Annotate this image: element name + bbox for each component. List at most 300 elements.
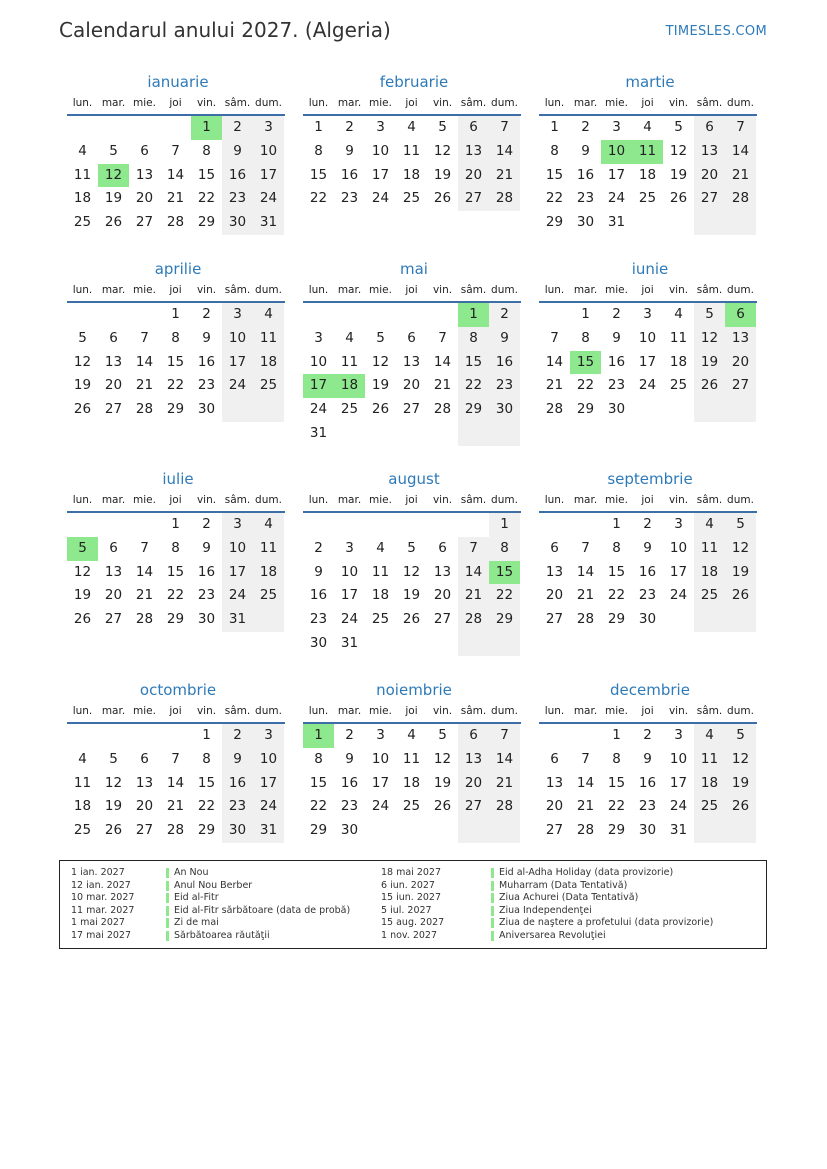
day-cell: 24 [222,584,253,608]
day-cell: 10 [222,537,253,561]
day-cell: 27 [458,795,489,819]
legend-item [381,930,761,943]
month-name: aprilie [154,260,202,278]
day-cell: 8 [171,539,180,556]
holiday-marker [491,893,494,903]
day-cell: 16 [340,166,359,183]
day-cell: 12 [73,353,92,370]
day-cell: 31 [222,608,253,632]
month-name: noiembrie [376,681,452,699]
day-cell: 14 [433,353,452,370]
day-cell: 23 [197,587,216,604]
day-cell: 31 [669,822,688,839]
day-cell: 28 [545,401,564,418]
day-cell: 4 [407,119,416,135]
empty-cell [570,513,601,537]
empty-cell [458,513,489,537]
day-cell: 2 [643,727,652,743]
day-cell: 19 [433,166,452,183]
empty-cell [98,116,129,140]
day-cell: 30 [638,822,657,839]
day-cell: 21 [489,772,520,796]
day-cell: 30 [197,401,216,418]
day-cell: 7 [550,329,559,346]
month-name: februarie [379,73,449,91]
holiday-date: 17 mai 2027 [71,929,132,941]
weekday-label: lun. [308,705,329,717]
day-cell: 16 [340,774,359,791]
weekday-label: sâm. [696,284,723,296]
day-cell: 24 [371,190,390,207]
day-cell: 26 [371,401,390,418]
day-cell: 8 [612,750,621,767]
day-cell: 30 [340,822,359,839]
day-cell: 31 [340,634,359,651]
weekday-label: vin. [668,97,689,109]
day-cell: 28 [576,611,595,628]
day-cell: 22 [197,190,216,207]
days-grid [67,513,289,632]
weekday-header [67,94,289,113]
day-cell: 10 [669,539,688,556]
holiday-name: Sărbătoarea răutăţii [174,929,270,941]
day-cell: 1 [581,306,590,322]
day-cell: 9 [581,142,590,159]
empty-cell [334,303,365,327]
day-cell: 3 [674,516,683,532]
weekday-label: vin. [668,705,689,717]
weekday-label: joi [641,97,654,109]
day-cell: 6 [550,539,559,556]
day-cell: 13 [458,748,489,772]
day-cell: 18 [334,374,365,398]
weekday-header [303,281,525,300]
weekday-label: mar. [573,284,598,296]
day-cell: 29 [166,401,185,418]
day-cell: 26 [669,190,688,207]
day-cell: 13 [135,774,154,791]
weekday-label: sâm. [460,284,487,296]
day-cell: 15 [197,774,216,791]
empty-cell [663,211,694,235]
day-cell: 26 [104,214,123,231]
weekday-label: vin. [196,97,217,109]
weekday-label: dum. [727,494,754,506]
day-cell: 15 [458,351,489,375]
day-cell: 7 [140,539,149,556]
day-cell: 1 [314,119,323,135]
day-cell: 28 [166,822,185,839]
day-cell: 23 [309,611,328,628]
day-cell: 16 [309,587,328,604]
day-cell: 12 [725,537,756,561]
empty-cell [396,632,427,656]
day-cell: 21 [489,164,520,188]
day-cell: 25 [669,377,688,394]
legend-item [381,917,761,930]
brand-link[interactable]: TIMESLES.COM [665,24,767,39]
holiday-marker [166,893,169,903]
holiday-marker [166,868,169,878]
day-cell: 29 [607,822,626,839]
day-cell: 13 [725,327,756,351]
holiday-marker [166,918,169,928]
empty-cell [67,116,98,140]
holiday-marker [491,918,494,928]
empty-cell [98,724,129,748]
day-cell: 29 [607,611,626,628]
empty-cell [396,422,427,446]
empty-cell [365,632,396,656]
legend-item [71,905,371,918]
day-cell: 9 [489,327,520,351]
legend-item [381,867,761,880]
empty-cell [539,724,570,748]
day-cell: 20 [545,798,564,815]
holiday-marker [166,931,169,941]
day-cell: 26 [402,611,421,628]
day-cell: 6 [438,539,447,556]
day-cell: 9 [612,329,621,346]
day-cell: 18 [402,774,421,791]
day-cell: 3 [222,303,253,327]
day-cell: 21 [433,377,452,394]
holiday-name: Ziua Achurei (Data Tentativă) [499,892,639,904]
empty-cell [663,608,694,632]
weekday-label: lun. [72,494,93,506]
day-cell: 1 [171,306,180,322]
day-cell: 29 [489,608,520,632]
empty-cell [365,513,396,537]
day-cell: 18 [669,353,688,370]
empty-cell [694,608,725,632]
day-cell: 27 [545,822,564,839]
empty-cell [539,513,570,537]
weekday-label: mar. [573,97,598,109]
day-cell: 12 [725,748,756,772]
empty-cell [489,632,520,656]
day-cell: 6 [550,750,559,767]
day-cell: 13 [135,166,154,183]
day-cell: 1 [612,516,621,532]
holiday-name: Anul Nou Berber [174,879,253,891]
weekday-label: joi [641,494,654,506]
day-cell: 7 [438,329,447,346]
day-cell: 25 [402,190,421,207]
weekday-header [67,281,289,300]
day-cell: 25 [253,584,284,608]
day-cell: 16 [197,563,216,580]
day-cell: 17 [371,774,390,791]
days-grid [67,303,289,422]
day-cell: 23 [340,190,359,207]
day-cell: 9 [643,539,652,556]
day-cell: 30 [309,634,328,651]
weekday-label: mie. [369,705,392,717]
legend-item [71,917,371,930]
holiday-marker [491,881,494,891]
weekday-label: dum. [255,97,282,109]
empty-cell [725,398,756,422]
day-cell: 25 [694,795,725,819]
day-cell: 15 [309,774,328,791]
day-cell: 10 [222,327,253,351]
weekday-label: dum. [727,284,754,296]
day-cell: 3 [314,329,323,346]
weekday-label: sâm. [224,284,251,296]
month-name: mai [400,260,428,278]
weekday-label: sâm. [224,97,251,109]
day-cell: 12 [433,750,452,767]
day-cell: 1 [612,727,621,743]
day-cell: 21 [135,587,154,604]
day-cell: 9 [222,140,253,164]
day-cell: 22 [458,374,489,398]
day-cell: 1 [303,724,334,748]
weekday-label: mie. [133,705,156,717]
day-cell: 9 [314,563,323,580]
day-cell: 28 [433,401,452,418]
legend-item [71,930,371,943]
day-cell: 8 [612,539,621,556]
day-cell: 5 [674,119,683,135]
month-septembrie [539,469,761,632]
day-cell: 16 [222,164,253,188]
weekday-label: joi [405,284,418,296]
day-cell: 3 [253,724,284,748]
day-cell: 30 [607,401,626,418]
day-cell: 17 [222,561,253,585]
weekday-label: lun. [544,705,565,717]
weekday-label: mar. [337,494,362,506]
day-cell: 17 [253,772,284,796]
weekday-header [539,491,761,510]
holiday-marker [166,881,169,891]
day-cell: 25 [638,190,657,207]
weekday-label: dum. [255,284,282,296]
day-cell: 11 [694,748,725,772]
legend-item [381,880,761,893]
day-cell: 19 [725,772,756,796]
day-cell: 13 [694,140,725,164]
weekday-label: mie. [605,705,628,717]
empty-cell [129,724,160,748]
days-grid [303,303,525,446]
month-octombrie [67,680,289,843]
day-cell: 20 [458,772,489,796]
weekday-label: lun. [308,284,329,296]
holiday-name: An Nou [174,867,209,878]
day-cell: 27 [104,401,123,418]
day-cell: 10 [638,329,657,346]
holiday-date: 12 ian. 2027 [71,879,131,891]
day-cell: 19 [73,587,92,604]
weekday-label: mar. [573,705,598,717]
empty-cell [334,513,365,537]
day-cell: 26 [694,374,725,398]
day-cell: 6 [109,329,118,346]
day-cell: 6 [458,724,489,748]
day-cell: 7 [725,116,756,140]
weekday-label: joi [169,284,182,296]
day-cell: 8 [314,750,323,767]
day-cell: 31 [253,819,284,843]
day-cell: 5 [78,329,87,346]
day-cell: 2 [222,116,253,140]
day-cell: 20 [135,798,154,815]
day-cell: 27 [402,401,421,418]
day-cell: 18 [694,772,725,796]
day-cell: 14 [725,140,756,164]
empty-cell [458,819,489,843]
day-cell: 30 [222,211,253,235]
day-cell: 5 [67,537,98,561]
weekday-label: vin. [196,705,217,717]
weekday-label: lun. [72,284,93,296]
empty-cell [303,513,334,537]
day-cell: 17 [222,351,253,375]
day-cell: 5 [407,539,416,556]
day-cell: 1 [171,516,180,532]
legend-item [381,892,761,905]
empty-cell [725,211,756,235]
holiday-marker [491,906,494,916]
day-cell: 27 [433,611,452,628]
day-cell: 20 [402,377,421,394]
day-cell: 19 [104,798,123,815]
day-cell: 11 [73,774,92,791]
day-cell: 24 [607,190,626,207]
weekday-label: dum. [727,97,754,109]
month-name: decembrie [610,681,690,699]
day-cell: 24 [253,795,284,819]
empty-cell [663,398,694,422]
day-cell: 3 [345,539,354,556]
empty-cell [303,303,334,327]
day-cell: 24 [669,587,688,604]
empty-cell [365,819,396,843]
day-cell: 12 [73,563,92,580]
weekday-label: dum. [491,284,518,296]
day-cell: 18 [253,561,284,585]
empty-cell [570,724,601,748]
day-cell: 27 [694,187,725,211]
day-cell: 5 [438,119,447,135]
day-cell: 22 [197,798,216,815]
day-cell: 11 [402,750,421,767]
empty-cell [694,211,725,235]
month-iulie [67,469,289,632]
day-cell: 30 [638,611,657,628]
weekday-label: mar. [573,494,598,506]
day-cell: 1 [191,116,222,140]
weekday-label: mar. [101,705,126,717]
day-cell: 3 [222,513,253,537]
day-cell: 17 [638,353,657,370]
day-cell: 18 [638,166,657,183]
day-cell: 6 [140,750,149,767]
day-cell: 4 [674,306,683,322]
weekday-label: mie. [133,494,156,506]
day-cell: 12 [694,327,725,351]
day-cell: 20 [458,164,489,188]
day-cell: 17 [253,164,284,188]
weekday-label: mie. [605,97,628,109]
days-grid [303,513,525,656]
holiday-name: Eid al-Fitr [174,892,219,904]
day-cell: 27 [104,611,123,628]
empty-cell [396,819,427,843]
day-cell: 7 [140,329,149,346]
day-cell: 14 [135,353,154,370]
holiday-date: 1 mai 2027 [71,917,125,929]
day-cell: 29 [576,401,595,418]
day-cell: 21 [725,164,756,188]
day-cell: 22 [607,587,626,604]
day-cell: 9 [643,750,652,767]
day-cell: 5 [109,750,118,767]
day-cell: 10 [309,353,328,370]
day-cell: 23 [489,374,520,398]
day-cell: 15 [570,351,601,375]
empty-cell [129,303,160,327]
empty-cell [334,422,365,446]
day-cell: 4 [78,142,87,159]
day-cell: 4 [643,119,652,135]
day-cell: 26 [104,822,123,839]
day-cell: 12 [104,774,123,791]
day-cell: 19 [725,561,756,585]
empty-cell [489,422,520,446]
weekday-label: mie. [369,97,392,109]
weekday-header [303,702,525,721]
weekday-label: vin. [668,284,689,296]
holiday-date: 5 iul. 2027 [381,904,432,916]
holiday-date: 18 mai 2027 [381,867,442,878]
day-cell: 29 [545,214,564,231]
weekday-header [539,702,761,721]
legend-item [71,880,371,893]
day-cell: 27 [545,611,564,628]
day-cell: 23 [340,798,359,815]
day-cell: 26 [433,798,452,815]
holiday-name: Aniversarea Revoluţiei [499,929,606,941]
day-cell: 5 [438,727,447,743]
day-cell: 13 [545,563,564,580]
day-cell: 10 [371,142,390,159]
day-cell: 7 [489,116,520,140]
day-cell: 24 [669,798,688,815]
day-cell: 24 [638,377,657,394]
day-cell: 1 [489,513,520,537]
day-cell: 3 [376,727,385,743]
day-cell: 4 [345,329,354,346]
weekday-label: vin. [196,284,217,296]
empty-cell [427,819,458,843]
day-cell: 14 [489,748,520,772]
day-cell: 19 [104,190,123,207]
month-name: iunie [631,260,669,278]
day-cell: 8 [489,537,520,561]
days-grid [539,513,761,632]
day-cell: 12 [98,164,129,188]
day-cell: 10 [669,750,688,767]
month-martie [539,72,761,235]
day-cell: 22 [545,190,564,207]
day-cell: 8 [202,142,211,159]
day-cell: 12 [402,563,421,580]
weekday-label: dum. [491,97,518,109]
